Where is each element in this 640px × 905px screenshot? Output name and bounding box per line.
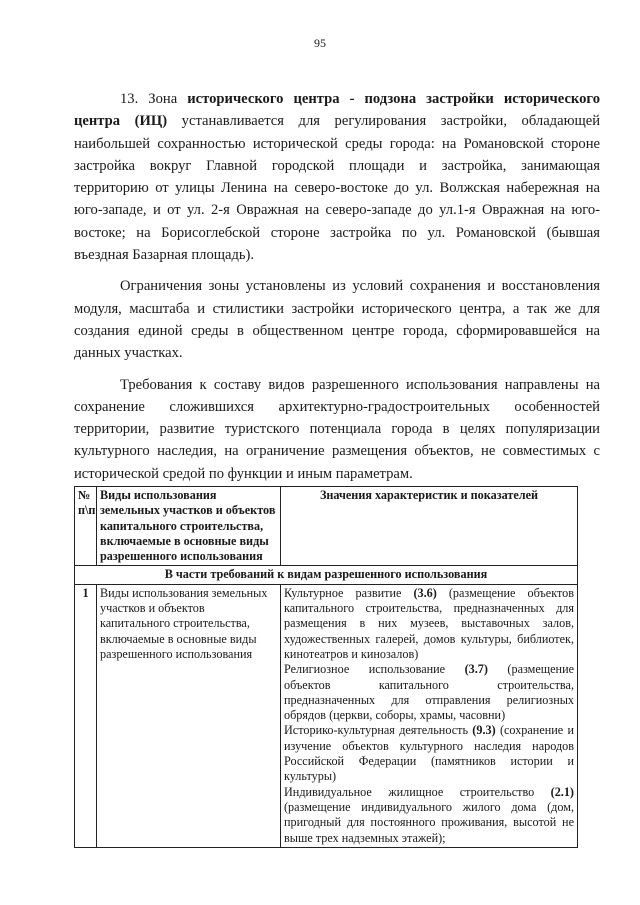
list-item: Религиозное использование (3.7) (размещение объектов капитального строительства, предназначенных для отправления религиозных обрядов (церкви, соборы, храмы, часовни)	[284, 662, 574, 723]
paragraph-use-requirements: Требования к составу видов разрешенного использования направлены на сохранение сложившихся архитектурно-градостроительных особенностей территории, развитие туристского потенциала города в целях популяризации культурного наследия, на ограничение размещения объектов, не совместимых с исторической средой по функции и иным параметрам.	[74, 376, 600, 482]
header-use-types: Виды использования земельных участков и объектов капитального строительства, включаемые в основные виды разрешенного использования	[97, 487, 281, 566]
table-row	[75, 584, 578, 847]
page-number: 95	[314, 36, 326, 50]
list-item: Историко-культурная деятельность (9.3) (сохранение и изучение объектов культурного наследия народов Российской Федерации (памятников истории и культуры)	[284, 723, 574, 784]
paragraph-zone-restrictions: Ограничения зоны установлены из условий сохранения и восстановления модуля, масштаба и стилистики застройки исторического центра, а так же для создания единой среды в общественном центре города, сформировавшейся на данных участках.	[74, 278, 600, 362]
header-num: № п\п	[75, 487, 97, 566]
section-title: В части требований к видам разрешенного использования	[75, 566, 578, 584]
row-use-type: Виды использования земельных участков и объектов капитального строительства, включаемые в основные виды разрешенного использования	[97, 584, 281, 847]
document-body	[74, 88, 600, 494]
list-item: Индивидуальное жилищное строительство (2.1) (размещение индивидуального жилого дома (дом, пригодный для постоянного проживания, высотой не выше трех надземных этажей);	[284, 784, 574, 845]
header-values: Значения характеристик и показателей	[281, 487, 578, 566]
paragraph-zone-description: 13. Зона исторического центра - подзона застройки исторического центра (ИЦ) устанавливается для регулирования застройки, обладающей наибольшей сохранностью исторической среды города: на Романовской стороне застройка вокруг Главной городской площади и застройка, занимающая территорию от улицы Ленина на северо-востоке до ул. Волжская набережная на юго-западе, и от ул. 2-я Овражная на северо-западе до ул.1-я Овражная на юго-востоке; на Борисоглебской стороне застройка по ул. Романовской (бывшая въездная Базарная площадь).	[74, 91, 600, 264]
list-item: Культурное развитие (3.6) (размещение объектов капитального строительства, предназначенных для размещения в них музеев, выставочных залов, художественных галерей, домов культуры, библиотек, кинотеатров и кинозалов)	[284, 585, 574, 661]
table-header-row	[75, 487, 578, 566]
row-values	[281, 584, 578, 847]
zone-name: исторического центра - подзона застройки исторического центра (ИЦ)	[74, 91, 600, 130]
row-number: 1	[75, 584, 97, 847]
requirements-table	[74, 486, 578, 848]
table-section-row	[75, 566, 578, 584]
